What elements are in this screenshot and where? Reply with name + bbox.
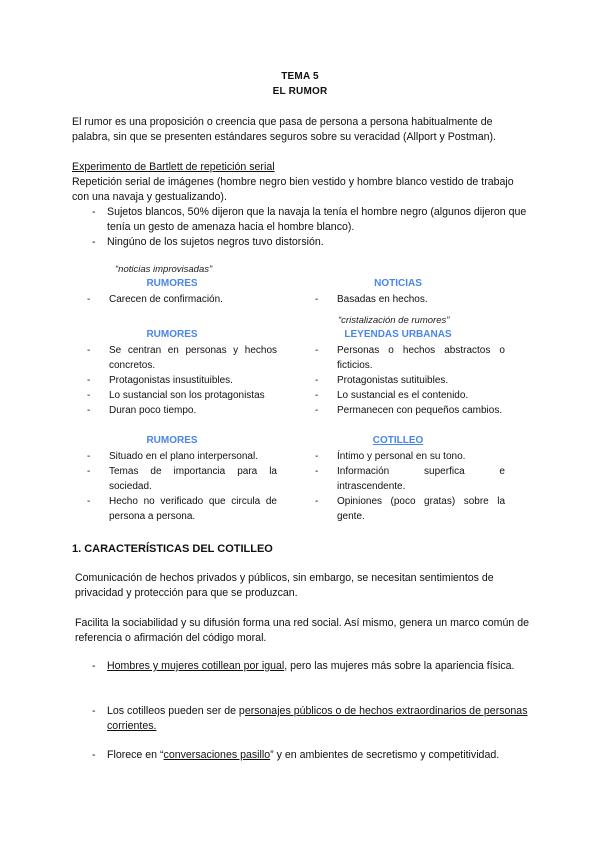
list-item: - Se centran en personas y hechos concretos.	[87, 345, 277, 371]
list-item: - Protagonistas insustituibles.	[87, 375, 233, 386]
dash: -	[92, 660, 96, 672]
comparison-left-list	[87, 343, 277, 418]
list-item: - Hecho no verificado que circula de persona a persona.	[87, 496, 277, 522]
comparison-right-list	[315, 292, 505, 307]
list-item: - Protagonistas sutituibles.	[315, 375, 449, 386]
list-item: - Basadas en hechos.	[315, 294, 428, 305]
list-item: - Temas de importancia para la sociedad.	[87, 466, 277, 492]
comparison-title-noticias: NOTICIAS	[374, 278, 422, 289]
note-cristalizacion: “cristalización de rumores”	[338, 315, 450, 326]
dash: -	[92, 236, 96, 248]
comparison-title-cotilleo: COTILLEO	[372, 435, 424, 446]
list-item: - Duran poco tiempo.	[87, 405, 197, 416]
list-item: - Permanecen con pequeños cambios.	[315, 405, 503, 416]
intro-paragraph: El rumor es una proposición o creencia que pasa de persona a persona habitualmente de palabra, sin que se presenten estándares seguros sobre su veracidad (Allport y Postman).	[72, 116, 496, 143]
underlined-text: Hombres y mujeres cotillean por igual	[107, 660, 285, 672]
list-item: - Situado en el plano interpersonal.	[87, 451, 258, 462]
underlined-text: ersonajes públicos o de hechos extraordinarios de personas corrientes.	[107, 705, 528, 732]
comparison-title-rumores: RUMORES	[146, 435, 198, 446]
list-item: - Íntimo y personal en su tono.	[315, 451, 466, 462]
bullet-text: Sujetos blancos, 50% dijeron que la navaja la tenía el hombre negro (algunos dijeron que tenía un gesto de amenaza hacia el hombre blanco).	[107, 206, 527, 233]
comparison-left-list	[87, 292, 277, 307]
comparison-title-rumores: RUMORES	[146, 329, 198, 340]
document-page: TEMA 5 EL RUMOR El rumor es una proposición o creencia que pasa de persona a persona habitualmente de palabra, sin que se presenten estándares seguros sobre su veracidad (Allport y Postman). Experimento de Bartlett de repetición serial Repetición serial de imágenes (hombre negro bien vestido y hombre blanco vestido de trabajo con una navaja y gestualizando). - Sujetos blancos, 50% dijeron que la navaja la tenía el hombre negro (algunos dijeron que tenía un gesto de amenaza hacia el hombre blanco). - Ningúno de los sujetos negros tuvo distorsión. “noticias improvisadas” RUMORES NOTICIAS - Carecen de confirmación. - Basadas en hechos. “cristalización de rumores” RUMORES LEYENDAS URBANAS - Se centran en personas y hechos concretos. - Protagonistas insustituibles. - Lo sustancial son los protagonistas - Duran poco tiempo. - Personas o hechos abstractos o ficticios. - Protagonistas sutituibles. - Lo sustancial es el contenido. - Permanecen con pequeños cambios. RUMORES COTILLEO - Situado en el plano interpersonal. - Temas de importancia para la sociedad. - Hecho no verificado que circula de persona a persona. - Íntimo y personal en su tono. - Información superfica e intrascendente. - Opiniones (poco gratas) sobre la gente. 1. CARACTERÍSTICAS DEL COTILLEO Comunicación de hechos privados y públicos, sin embargo, se necesitan sentimientos de privacidad y protección para que se produzcan. Facilita la sociabilidad y su difusión forma una red social. Así mismo, genera un marco común de referencia o afirmación del código moral. - Hombres y mujeres cotillean por igual, pero las mujeres más sobre la apariencia física. - Los cotilleos pueden ser de personajes públicos o de hechos extraordinarios de personas corrientes. - Florece en “conversaciones pasillo” y en ambientes de secretismo y competitividad.	[0, 0, 600, 848]
comparison-title-rumores: RUMORES	[146, 278, 198, 289]
subject-title: EL RUMOR	[272, 86, 328, 97]
list-item: - Lo sustancial es el contenido.	[315, 390, 469, 401]
section-paragraph-2: Facilita la sociabilidad y su difusión forma una red social. Así mismo, genera un marco común de referencia o afirmación del código moral.	[75, 617, 529, 644]
tema-title: TEMA 5	[281, 71, 319, 82]
dash: -	[92, 206, 96, 218]
list-item: - Personas o hechos abstractos o ficticios.	[315, 345, 505, 371]
list-item: - Opiniones (poco gratas) sobre la gente.	[315, 496, 505, 522]
comparison-right-list	[315, 343, 505, 418]
experiment-text: Repetición serial de imágenes (hombre negro bien vestido y hombre blanco vestido de trabajo con una navaja y gestualizando).	[72, 176, 514, 203]
comparison-right-list	[315, 449, 505, 524]
section-heading: 1. CARACTERÍSTICAS DEL COTILLEO	[72, 543, 273, 555]
list-item: - Carecen de confirmación.	[87, 294, 223, 305]
dash: -	[92, 705, 96, 717]
dash: -	[92, 749, 96, 761]
list-item: - Lo sustancial son los protagonistas	[87, 390, 265, 401]
bullet-text: Ningúno de los sujetos negros tuvo distorsión.	[107, 236, 324, 248]
comparison-title-leyendas: LEYENDAS URBANAS	[344, 329, 452, 340]
note-noticias-improvisadas: “noticias improvisadas”	[115, 264, 213, 275]
list-item: - Información superfica e intrascendente.	[315, 466, 505, 492]
experiment-heading: Experimento de Bartlett de repetición serial	[72, 161, 275, 173]
underlined-text: conversaciones pasillo	[163, 749, 271, 761]
comparison-left-list	[87, 449, 277, 524]
section-paragraph-1: Comunicación de hechos privados y públicos, sin embargo, se necesitan sentimientos de privacidad y protección para que se produzcan.	[75, 572, 494, 599]
